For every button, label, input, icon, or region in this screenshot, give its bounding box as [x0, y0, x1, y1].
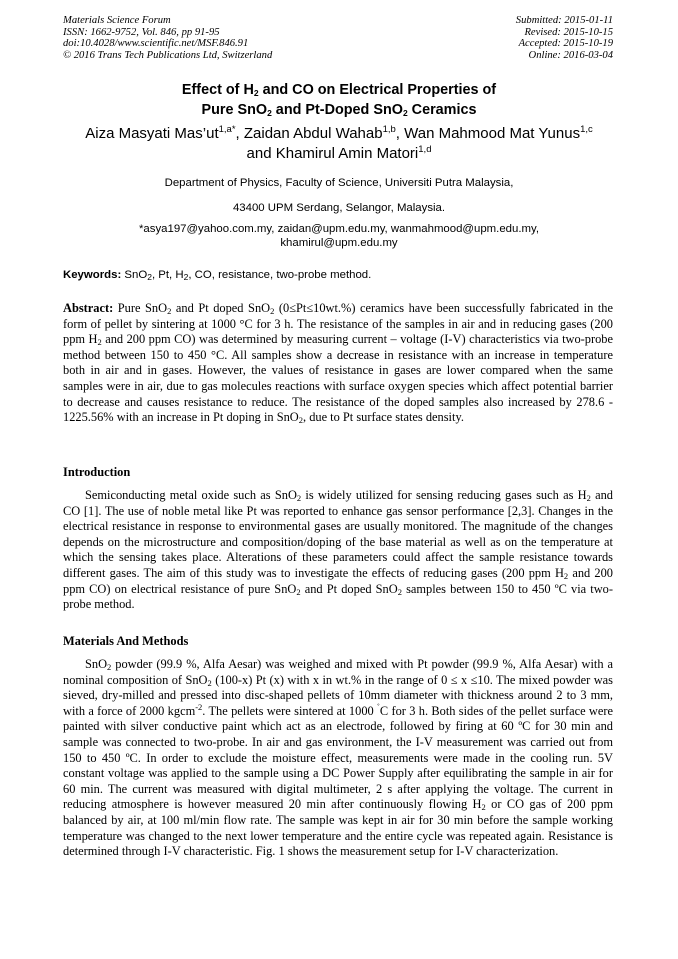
- online-date: Online: 2016-03-04: [528, 49, 613, 61]
- title-line-1: Effect of $H_2$ and CO on Electrical Properties of: [181, 82, 497, 98]
- author-name: Wan Mahmood Mat Yunus: [404, 125, 581, 142]
- section-heading-methods: Materials And Methods: [63, 634, 189, 648]
- section-heading-introduction: Introduction: [63, 465, 131, 479]
- doi-line: doi:10.4028/www.scientific.net/MSF.846.91: [63, 38, 249, 50]
- paper-title: [0, 80, 678, 120]
- abstract-label: Abstract:: [63, 301, 114, 315]
- abstract: Abstract: Pure SnO$_2$ and Pt doped SnO$_2$ (0≤Pt≤10wt.%) ceramics have been successfully fabricated in the form of pellet by sintering at 1000 °C for 3 h. The resistance of the samples in air and in reducing gases (200 ppm $H_2$ and 200 ppm CO) was determined by measuring current – voltage (I-V) characteristics via two-probe method between 150 to 450 °C. All samples show a decrease in resistance with an increase in temperature both in air and in gases. However, the values of resistance in gases are lower compared when the same samples were in air, due to gas molecules reactions with surface oxygen species which affect potential barrier to decrease and causes resistance to reduce. The resistance of the doped samples also increased by 278.6 - 1225.56% with an increase in Pt doping in SnO$_2$, due to Pt surface states density.: [63, 301, 613, 426]
- issn-line: ISSN: 1662-9752, Vol. 846, pp 91-95: [63, 26, 220, 38]
- revised-date: Revised: 2015-10-15: [524, 26, 613, 38]
- author-name: Khamirul Amin Matori: [275, 145, 419, 162]
- journal-name: Materials Science Forum: [63, 15, 171, 26]
- keywords-label: Keywords:: [63, 269, 122, 281]
- copyright-line: © 2016 Trans Tech Publications Ltd, Switzerland: [63, 49, 273, 61]
- author-name: Zaidan Abdul Wahab: [243, 125, 383, 142]
- keywords: Keywords: SnO$_2$, Pt, $H_2$, CO, resistance, two-probe method.: [63, 269, 372, 282]
- author-emails: *asya197@yahoo.com.my, zaidan@upm.edu.my, wanmahmood@upm.edu.my, khamirul@upm.edu.my: [138, 223, 539, 249]
- methods-paragraph: SnO$_2$ powder (99.9 %, Alfa Aesar) was weighed and mixed with Pt powder (99.9 %, Alfa Aesar) with a nominal composition of SnO$_2$ (100-x) Pt (x) with x in wt.% in the range of 0 ≤ x ≤10. The mixed powder was sieved, dry-milled and pressed into disc-shaped pellets of 10mm diameter with thickness around 2 to 3 mm, with a force of 2000 kgcm$^{-2}$. The pellets were sintered at 1000 ˚C for 3 h. Both sides of the pellet surface were painted with silver conductive paint which act as an electrode, followed by firing at 60 ºC for 30 min and sample was connected to two-probe. In air and gas environment, the I-V measurement was carried out from 150 to 450 ºC. In order to exclude the moisture effect, measurements were made in the cooling run. 5V constant voltage was applied to the sample using a DC Power Supply after equilibrating the sample in air for 60 min. The current was measured with digital multimeter, 2 s after applying the voltage. The current in reducing atmosphere is however measured 20 min after continuously flowing $H_2$ or CO gas of 200 ppm balanced by air, at 100 ml/min flow rate. The sample was kept in air for 30 min before the sample working temperature was changed to the next lower temperature and the entire cycle was repeated again. Resistance is determined through I-V characteristic. Fig. 1 shows the measurement setup for I-V characterization.: [63, 657, 613, 859]
- accepted-date: Accepted: 2015-10-19: [518, 38, 613, 50]
- journal-header-right: [516, 15, 613, 61]
- introduction-paragraph: Semiconducting metal oxide such as SnO$_2$ is widely utilized for sensing reducing gases such as $H_2$ and CO [1]. The use of noble metal like Pt was reported to enhance gas sensor performance [2,3]. Changes in the electrical resistance in response to environmental gases are usually monitored. The magnitude of the changes depends on the microstructure and composition/doping of the base material as well as on the temperature at which the sensing takes place. Alterations of these parameters could affect the sample resistance towards different gases. The aim of this study was to investigate the effects of reducing gases (200 ppm $H_2$ and 200 ppm CO) on electrical resistance of pure SnO$_2$ and Pt doped SnO$_2$ samples between 150 to 450 ºC via two-probe method.: [63, 488, 614, 612]
- author-name: Aiza Masyati Mas’ut: [85, 125, 219, 142]
- author-list: Aiza Masyati $Mas’ut^{1,a*}$, Zaidan Abdul Wahab$^{1,b}$, Wan Mahmood Mat Yunus$^{1,c}$ and Khamirul Amin Matori$^{1,d}$: [85, 124, 593, 162]
- journal-header-left: [63, 15, 272, 61]
- affiliation-line-1: Department of Physics, Faculty of Science, Universiti Putra Malaysia,: [164, 177, 514, 189]
- title-line-2: Pure SnO$_2$ and Pt-Doped SnO$_2$ Ceramics: [201, 102, 477, 118]
- affiliation-line-2: 43400 UPM Serdang, Selangor, Malaysia.: [232, 202, 446, 214]
- submitted-date: Submitted: 2015-01-11: [515, 15, 613, 26]
